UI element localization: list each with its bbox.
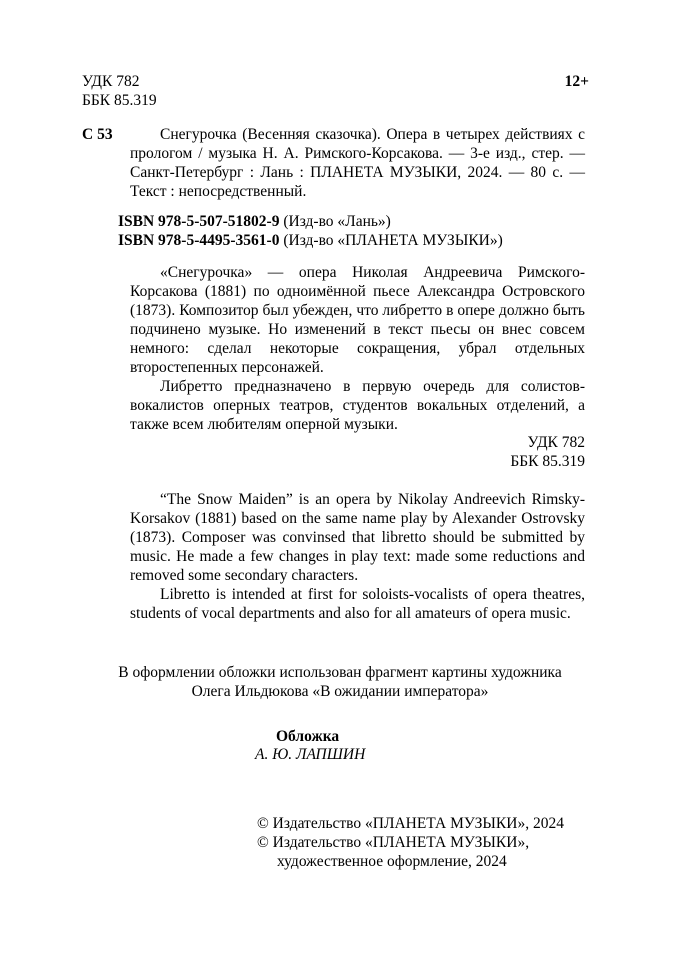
annotation-en-paragraph: “The Snow Maiden” is an opera by Nikolay Andreevich Rimsky-Korsakov (1881) based on the same name play by Alexander Ostrovsky (1873). Composer was convinsed that libretto should be submitted by music. He made a few changes in play text: made some reductions and removed some secondary characters.	[130, 491, 585, 584]
copyright-block	[257, 814, 564, 871]
age-rating: 12+	[564, 73, 589, 90]
isbn-number: ISBN 978-5-507-51802-9	[118, 213, 280, 230]
copyright-line: © Издательство «ПЛАНЕТА МУЗЫКИ», 2024	[257, 815, 564, 832]
header-index-codes	[82, 72, 157, 110]
isbn-number: ISBN 978-5-4495-3561-0	[118, 232, 280, 249]
isbn-block	[118, 212, 598, 250]
catalog-description: Снегурочка (Весенняя сказочка). Опера в четырех действиях с прологом / музыка Н. А. Римского-Корсакова. — 3-е изд., стер. — Санкт-Петербург : Лань : ПЛАНЕТА МУЗЫКИ, 2024. — 80 с. — Текст : непосредственный.	[130, 126, 585, 200]
cover-note	[100, 663, 580, 701]
index-udk: УДК 782	[527, 434, 585, 451]
cover-note-line: Олега Ильдюкова «В ожидании императора»	[191, 683, 489, 700]
header-udk: УДК 782	[82, 73, 140, 90]
index-bbk: ББК 85.319	[510, 453, 585, 470]
annotation-en-paragraph: Libretto is intended at first for soloists-vocalists of opera theatres, students of vocal departments and also for all amateurs of opera music.	[130, 586, 585, 622]
isbn-publisher: (Изд-во «ПЛАНЕТА МУЗЫКИ»)	[283, 232, 503, 249]
isbn-line	[118, 212, 598, 231]
copyright-line: художественное оформление, 2024	[277, 853, 507, 870]
isbn-publisher: (Изд-во «Лань»)	[283, 213, 391, 230]
copyright-line: © Издательство «ПЛАНЕТА МУЗЫКИ»,	[257, 834, 530, 851]
annotation-ru-paragraph: «Снегурочка» — опера Николая Андреевича Римского-Корсакова (1881) по одноимённой пьесе Александра Островского (1873). Композитор был убежден, что либретто в опере должно быть подчинено музыке. Но изменений в текст пьесы он внес совсем немного: сделал некоторые сокращения, убрал отдельных второстепенных персонажей.	[130, 264, 585, 376]
cover-credit-name: А. Ю. ЛАПШИН	[255, 746, 366, 763]
header-bbk: ББК 85.319	[82, 92, 157, 109]
annotation-ru	[130, 263, 585, 434]
index-block	[510, 433, 585, 471]
cover-credit-label: Обложка	[276, 728, 340, 745]
isbn-line	[118, 231, 598, 250]
catalog-code: С 53	[82, 126, 113, 143]
annotation-ru-paragraph: Либретто предназначено в первую очередь для солистов-вокалистов оперных театров, студентов вокальных отделений, а также всем любителям оперной музыки.	[130, 378, 585, 433]
annotation-en	[130, 490, 585, 623]
cover-note-line: В оформлении обложки использован фрагмент картины художника	[118, 664, 562, 681]
